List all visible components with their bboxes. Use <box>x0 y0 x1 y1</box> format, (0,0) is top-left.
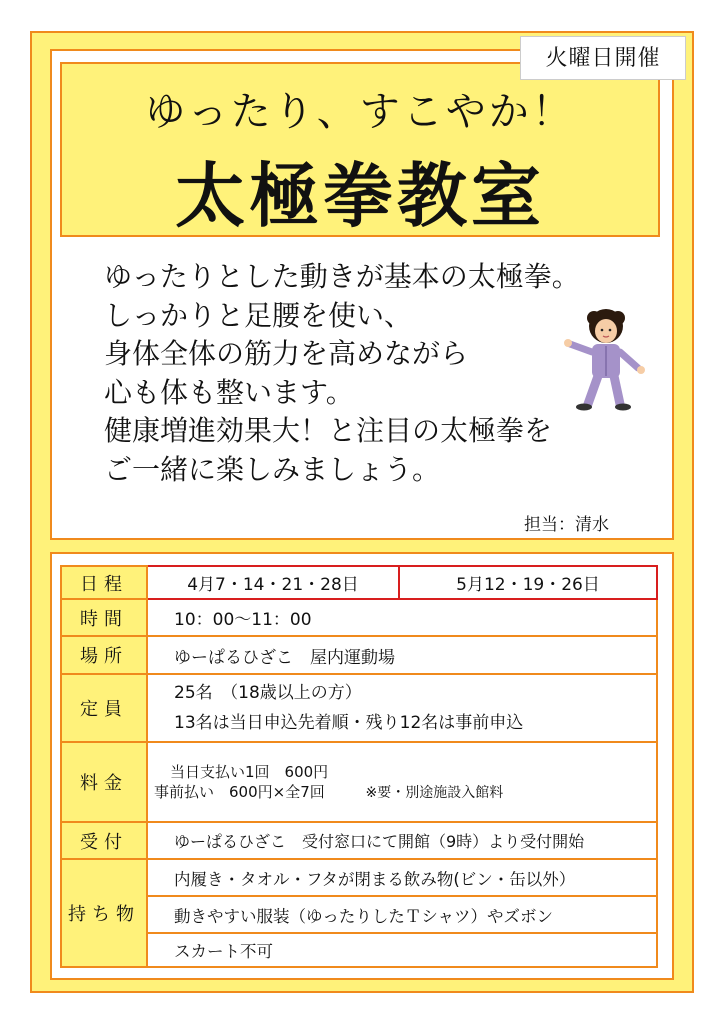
description-line: 健康増進効果大！と注目の太極拳を <box>104 414 553 447</box>
table-row <box>61 822 657 859</box>
description-line: ゆったりとした動きが基本の太極拳。 <box>104 260 580 293</box>
table-row <box>61 896 657 933</box>
time-value: 10：00～11：00 <box>147 599 657 636</box>
taichi-person-illustration <box>562 304 652 414</box>
description <box>104 258 624 489</box>
capacity-value <box>147 674 657 742</box>
table-row <box>61 599 657 636</box>
capacity-label: 定員 <box>61 674 147 742</box>
table-row <box>61 859 657 896</box>
weekday-tag: 火曜日開催 <box>520 36 686 80</box>
fee-line: 事前払い 600円×全7回 <box>154 782 325 801</box>
schedule-label: 日程 <box>61 566 147 599</box>
fee-label: 料金 <box>61 742 147 822</box>
reception-value: ゆーぱるひざこ 受付窓口にて開館（9時）より受付開始 <box>147 822 657 859</box>
table-row <box>61 566 657 599</box>
description-line: 心も体も整います。 <box>104 375 354 409</box>
items-label: 持ち物 <box>61 859 147 967</box>
table-row <box>61 674 657 742</box>
fee-line: 当日支払い1回 600円 <box>170 762 329 781</box>
items-entry: スカート不可 <box>147 933 657 967</box>
fee-note: ※要・別途施設入館料 <box>365 784 504 801</box>
capacity-line: 13名は当日申込先着順・残り12名は事前申込 <box>174 713 524 733</box>
time-label: 時間 <box>61 599 147 636</box>
place-value: ゆーぱるひざこ 屋内運動場 <box>147 636 657 674</box>
table-row <box>61 933 657 967</box>
table-row <box>61 636 657 674</box>
fee-line-2 <box>154 782 656 803</box>
items-entry: 動きやすい服装（ゆったりしたＴシャツ）やズボン <box>147 896 657 933</box>
subtitle: ゆったり、すこやか！ <box>145 89 575 135</box>
description-line: しっかりと足腰を使い、 <box>104 298 413 332</box>
reception-label: 受付 <box>61 822 147 859</box>
staff-name: 担当：清水 <box>524 515 609 535</box>
description-line: ご一緒に楽しみましょう。 <box>104 452 441 486</box>
items-entry: 内履き・タオル・フタが閉まる飲み物(ビン・缶以外） <box>147 859 657 896</box>
page-title: 太極拳教室 <box>175 155 545 237</box>
details-table <box>60 565 658 968</box>
schedule-may: 5月12・19・26日 <box>399 566 657 599</box>
place-label: 場所 <box>61 636 147 674</box>
table-row <box>61 742 657 822</box>
capacity-line: 25名 （18歳以上の方） <box>174 683 362 703</box>
description-line: 身体全体の筋力を高めながら <box>104 337 469 370</box>
fee-value <box>147 742 657 822</box>
schedule-april: 4月7・14・21・28日 <box>147 566 399 599</box>
